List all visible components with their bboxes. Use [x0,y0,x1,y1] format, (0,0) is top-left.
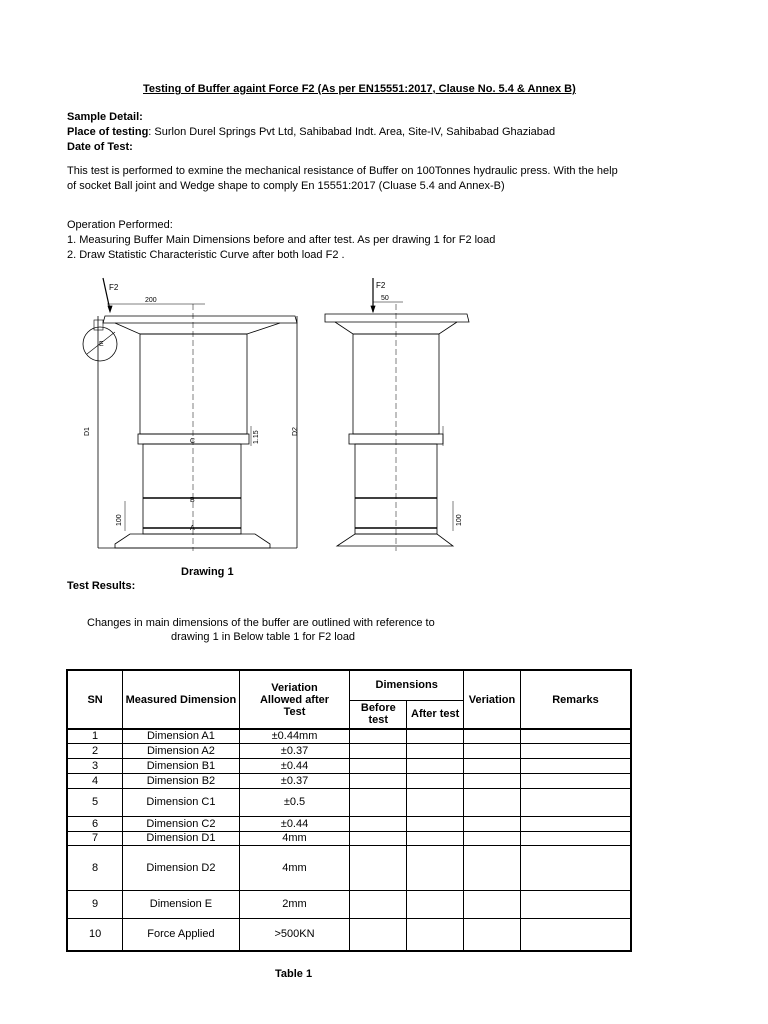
variation-cell [464,743,521,758]
row-name: Dimension A1 [123,729,240,743]
before-cell [350,773,407,788]
header-remarks: Remarks [520,670,631,729]
left-force-label: F2 [109,283,119,292]
row-name: Dimension B1 [123,758,240,773]
buffer-drawing [75,276,475,556]
after-cell [407,816,464,831]
left-side-dimension: D1 [84,427,91,436]
changes-line-1: Changes in main dimensions of the buffer are outlined with reference to [87,617,435,629]
table-row [67,816,631,831]
table-row [67,831,631,845]
date-of-test-label: Date of Test: [67,141,133,153]
before-cell [350,845,407,890]
header-variation-allowed: Veriation Allowed after Test [239,670,350,729]
row-name: Dimension D2 [123,845,240,890]
operation-item-1: 1. Measuring Buffer Main Dimensions before and after test. As per drawing 1 for F2 load [67,234,496,246]
table-row [67,729,631,743]
before-cell [350,816,407,831]
after-cell [407,845,464,890]
row-sn: 5 [67,788,123,816]
table-row [67,845,631,890]
before-cell [350,831,407,845]
variation-cell [464,773,521,788]
table-row [67,890,631,918]
row-sn: 9 [67,890,123,918]
right-top-dimension: 50 [381,295,389,302]
left-top-dimension: 200 [145,297,157,304]
row-allowed: ±0.37 [239,743,350,758]
row-sn: 6 [67,816,123,831]
table-row [67,758,631,773]
row-name: Force Applied [123,918,240,951]
row-name: Dimension C2 [123,816,240,831]
after-cell [407,831,464,845]
row-allowed: 2mm [239,890,350,918]
before-cell [350,788,407,816]
row-allowed: ±0.44 [239,758,350,773]
after-cell [407,788,464,816]
label-c: C [190,438,196,445]
remarks-cell [520,918,631,951]
variation-cell [464,918,521,951]
before-cell [350,918,407,951]
row-name: Dimension A2 [123,743,240,758]
before-cell [350,729,407,743]
header-measured-dimension: Measured Dimension [123,670,240,729]
label-e: E [99,341,104,348]
variation-cell [464,890,521,918]
place-value: : Surlon Durel Springs Pvt Ltd, Sahibabad Indt. Area, Site-IV, Sahibabad Ghaziabad [148,126,556,138]
row-sn: 4 [67,773,123,788]
header-dimensions: Dimensions [350,670,464,700]
after-cell [407,918,464,951]
variation-cell [464,816,521,831]
after-cell [407,729,464,743]
intro-line-1: This test is performed to exmine the mechanical resistance of Buffer on 100Tonnes hydraulic press. With the help [67,165,618,177]
row-sn: 3 [67,758,123,773]
document-title: Testing of Buffer againt Force F2 (As per EN15551:2017, Clause No. 5.4 & Annex B) [143,83,576,95]
remarks-cell [520,831,631,845]
table-caption: Table 1 [275,968,313,980]
place-of-testing [67,126,555,139]
variation-cell [464,788,521,816]
operation-item-2: 2. Draw Statistic Characteristic Curve after both load F2 . [67,249,345,261]
operation-title: Operation Performed: [67,219,173,231]
after-cell [407,773,464,788]
variation-cell [464,729,521,743]
after-cell [407,743,464,758]
row-sn: 2 [67,743,123,758]
row-allowed: ±0.37 [239,773,350,788]
row-allowed: ±0.44 [239,816,350,831]
right-buffer-drawing [325,278,469,551]
after-cell [407,890,464,918]
before-cell [350,890,407,918]
remarks-cell [520,845,631,890]
row-sn: 1 [67,729,123,743]
before-cell [350,758,407,773]
row-name: Dimension E [123,890,240,918]
row-allowed: >500KN [239,918,350,951]
sample-detail-label: Sample Detail: [67,111,143,123]
left-small-dimension: 1.15 [253,430,260,444]
row-name: Dimension D1 [123,831,240,845]
row-allowed: ±0.44mm [239,729,350,743]
after-cell [407,758,464,773]
place-label: Place of testing [67,126,149,138]
remarks-cell [520,729,631,743]
header-variation: Veriation [464,670,521,729]
remarks-cell [520,758,631,773]
remarks-cell [520,816,631,831]
header-sn: SN [67,670,123,729]
left-buffer-drawing [83,278,297,551]
results-table [66,669,632,952]
right-bottom-dimension: 100 [456,514,463,526]
changes-line-2: drawing 1 in Below table 1 for F2 load [171,631,356,643]
variation-cell [464,758,521,773]
row-allowed: 4mm [239,845,350,890]
variation-cell [464,845,521,890]
header-after-test: After test [407,700,464,729]
row-allowed: ±0.5 [239,788,350,816]
left-bottom-dimension: 100 [116,514,123,526]
right-side-dimension: D2 [292,427,299,436]
remarks-cell [520,890,631,918]
remarks-cell [520,773,631,788]
row-name: Dimension C1 [123,788,240,816]
table-row [67,788,631,816]
intro-line-2: of socket Ball joint and Wedge shape to comply En 15551:2017 (Cluase 5.4 and Annex-B) [67,180,505,192]
table-row [67,918,631,951]
row-sn: 7 [67,831,123,845]
label-b: B [190,497,195,504]
label-a: A [190,525,195,532]
header-before-test: Before test [350,700,407,729]
table-row [67,743,631,758]
row-sn: 8 [67,845,123,890]
variation-cell [464,831,521,845]
remarks-cell [520,788,631,816]
row-sn: 10 [67,918,123,951]
row-name: Dimension B2 [123,773,240,788]
row-allowed: 4mm [239,831,350,845]
drawing-caption: Drawing 1 [181,566,234,578]
right-force-label: F2 [376,281,386,290]
before-cell [350,743,407,758]
remarks-cell [520,743,631,758]
table-row [67,773,631,788]
test-results-title: Test Results: [67,580,136,592]
